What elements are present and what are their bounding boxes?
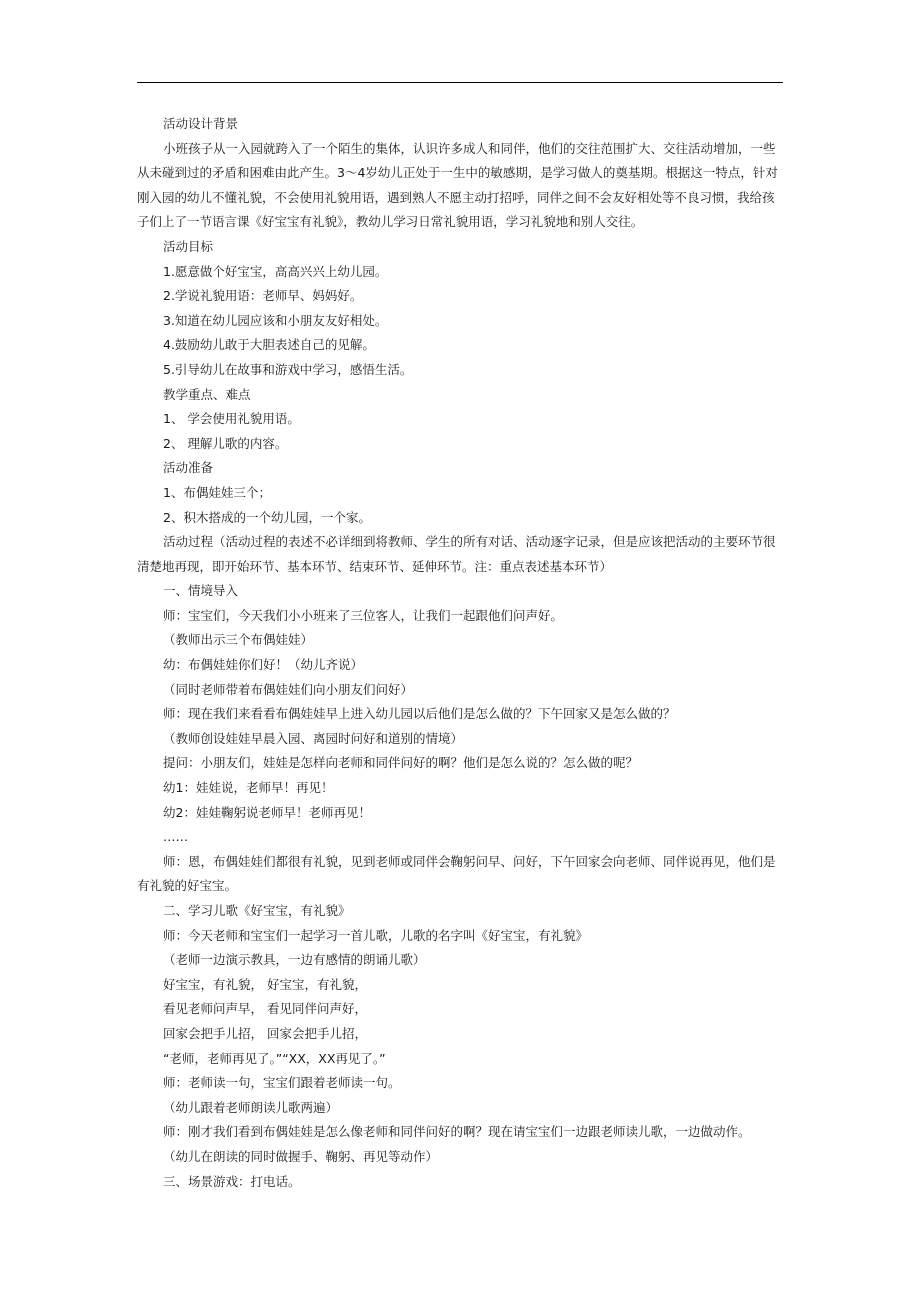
text-line: （幼儿跟着老师朗读儿歌两遍）	[163, 1099, 339, 1115]
text-line: 1.愿意做个好宝宝，高高兴兴上幼儿园。	[163, 263, 388, 279]
text-line: ……	[163, 829, 188, 845]
paragraph: 小班孩子从一入园就跨入了一个陌生的集体，认识许多成人和同伴，他们的交往范围扩大、交往活动增加，一些从未碰到过的矛盾和困难由此产生。3～4岁幼儿正处于一生中的敏感期，是学习做人的奠基期。根据这一特点，针对刚入园的幼儿不懂礼貌，不会使用礼貌用语，遇到熟人不愿主动打招呼，同伴之间不会友好相处等不良习惯，我给孩子们上了一节语言课《好宝宝有礼貌》，教幼儿学习日常礼貌用语，学习礼貌地和别人交往。	[137, 140, 778, 230]
text-line: 2、积木搭成的一个幼儿园，一个家。	[163, 509, 371, 525]
header-rule	[137, 82, 783, 83]
text-line: 教学重点、难点	[163, 386, 251, 402]
text-line: （教师创设娃娃早晨入园、离园时问好和道别的情境）	[163, 730, 464, 746]
text-line: 提问：小朋友们，娃娃是怎样向老师和同伴问好的啊？他们是怎么说的？怎么做的呢？	[163, 755, 639, 771]
text-line: 活动设计背景	[163, 116, 239, 131]
text-line: （老师一边演示教具，一边有感情的朗诵儿歌）	[163, 952, 426, 968]
text-line: 2.学说礼貌用语：老师早、妈妈好。	[163, 288, 363, 304]
text-line: （教师出示三个布偶娃娃）	[163, 632, 314, 648]
text-line: 2、 理解儿歌的内容。	[163, 435, 288, 451]
text-line: 活动准备	[163, 460, 214, 476]
text-line: “老师，老师再见了。”“XX，XX再见了。”	[163, 1050, 386, 1066]
text-line: 二、学习儿歌《好宝宝，有礼貌》	[163, 903, 351, 918]
text-line: 回家会把手儿招， 回家会把手儿招，	[163, 1025, 367, 1041]
text-line: 师：现在我们来看看布偶娃娃早上进入幼儿园以后他们是怎么做的？下午回家又是怎么做的？	[163, 706, 676, 722]
text-line: 1、 学会使用礼貌用语。	[163, 411, 300, 427]
text-line: 幼：布偶娃娃你们好！（幼儿齐说）	[163, 657, 364, 673]
text-line: 一、情境导入	[163, 583, 239, 599]
text-line: 3.知道在幼儿园应该和小朋友友好相处。	[163, 312, 388, 328]
text-line: 幼2：娃娃鞠躬说老师早！老师再见！	[163, 804, 371, 820]
paragraph: 活动过程（活动过程的表述不必详细到将教师、学生的所有对话、活动逐字记录，但是应该把活动的主要环节很清楚地再现，即开始环节、基本环节、结束环节、延伸环节。注：重点表述基本环节）	[137, 534, 776, 574]
text-line: 师：今天老师和宝宝们一起学习一首儿歌，儿歌的名字叫《好宝宝，有礼貌》	[163, 927, 589, 943]
text-line: 看见老师问声早， 看见同伴问声好，	[163, 1001, 367, 1017]
text-line: 三、场景游戏：打电话。	[163, 1173, 301, 1189]
text-line: 4.鼓励幼儿敢于大胆表述自己的见解。	[163, 337, 375, 353]
text-line: 活动目标	[163, 238, 214, 254]
text-line: 1、布偶娃娃三个；	[163, 484, 271, 500]
text-line: （同时老师带着布偶娃娃们向小朋友们问好）	[163, 681, 414, 697]
document-body	[137, 112, 783, 1194]
text-line: 师：刚才我们看到布偶娃娃是怎么像老师和同伴问好的啊？现在请宝宝们一边跟老师读儿歌，一边做动作。	[163, 1124, 751, 1140]
text-line: 师：老师读一句，宝宝们跟着老师读一句。	[163, 1075, 401, 1091]
text-line: 5.引导幼儿在故事和游戏中学习，感悟生活。	[163, 361, 413, 377]
text-line: 好宝宝，有礼貌， 好宝宝，有礼貌，	[163, 976, 367, 992]
text-line: （幼儿在朗读的同时做握手、鞠躬、再见等动作）	[163, 1148, 439, 1164]
paragraph: 师：恩，布偶娃娃们都很有礼貌，见到老师或同伴会鞠躬问早、问好，下午回家会向老师、同伴说再见，他们是有礼貌的好宝宝。	[137, 853, 776, 894]
text-line: 幼1：娃娃说，老师早！再见！	[163, 780, 334, 796]
text-line: 师：宝宝们，今天我们小小班来了三位客人，让我们一起跟他们问声好。	[163, 607, 564, 623]
